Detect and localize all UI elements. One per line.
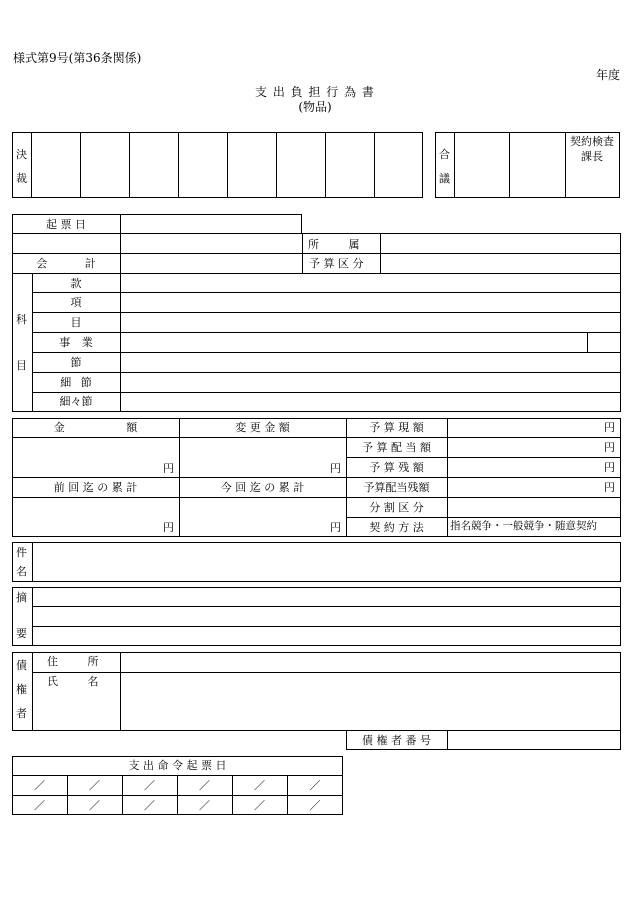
creditor-label-1: 債 <box>16 659 27 672</box>
change-amount-header: 変 更 金 額 <box>235 421 290 434</box>
allocation-remaining-yen: 円 <box>604 481 615 494</box>
budget-allocated-yen: 円 <box>604 441 615 454</box>
this-cumulative-yen: 円 <box>330 521 341 534</box>
affiliation-label: 所 属 <box>308 238 360 251</box>
summary-label-bottom: 要 <box>16 627 27 640</box>
contract-inspection-head-label: 契約検査 <box>570 135 614 148</box>
jigyou-label: 事 業 <box>59 336 93 349</box>
kessai-label-top: 決 <box>16 148 27 161</box>
contract-method-options: 指名競争・一般競争・随意契約 <box>450 520 597 532</box>
gogi-label-top: 合 <box>439 148 450 161</box>
installment-label: 分 割 区 分 <box>369 501 424 514</box>
item-name-box <box>12 542 621 582</box>
date-slash: ／ <box>34 799 45 812</box>
form-number: 様式第9号(第36条関係) <box>13 51 142 65</box>
fiscal-year-label: 年度 <box>596 68 621 82</box>
moku-label: 目 <box>70 316 82 329</box>
creditor-address-label: 住 所 <box>47 655 99 668</box>
contract-method-label: 契 約 方 法 <box>369 521 424 534</box>
subject-label-top: 科 <box>16 313 27 326</box>
date-slash: ／ <box>89 779 100 792</box>
date-slash: ／ <box>89 799 100 812</box>
kan-label: 款 <box>70 277 82 290</box>
amount-yen: 円 <box>163 462 174 475</box>
document-title: 支 出 負 担 行 為 書 <box>255 85 375 99</box>
date-slash: ／ <box>34 779 45 792</box>
creditor-number-label: 債 権 者 番 号 <box>362 734 431 747</box>
prev-cumulative-yen: 円 <box>163 521 174 534</box>
contract-inspection-head-label-2: 課長 <box>581 150 603 163</box>
budget-remaining-label: 予 算 残 額 <box>369 461 424 474</box>
budget-allocated-label: 予 算 配 当 額 <box>362 441 431 454</box>
setsu-label: 節 <box>70 356 82 369</box>
document-subtitle: (物品) <box>298 100 332 114</box>
prev-cumulative-header: 前 回 迄 の 累 計 <box>53 481 138 494</box>
allocation-remaining-label: 予算配当残額 <box>363 481 430 494</box>
date-slash: ／ <box>309 779 321 792</box>
subject-label-bottom: 目 <box>16 359 27 372</box>
budget-remaining-yen: 円 <box>604 461 615 474</box>
creditor-box <box>12 652 621 731</box>
approval-seal-grid <box>12 132 423 198</box>
budget-division-label: 予 算 区 分 <box>309 257 364 270</box>
date-slash: ／ <box>199 779 210 792</box>
summary-box <box>12 587 621 646</box>
creditor-name-label: 氏 名 <box>47 675 99 688</box>
draft-date-label: 起 票 日 <box>46 218 86 231</box>
date-slash: ／ <box>309 799 321 812</box>
date-slash: ／ <box>254 779 265 792</box>
item-label-bottom: 名 <box>16 565 27 578</box>
kou-label: 項 <box>70 296 82 309</box>
accounting-label: 会 計 <box>36 257 96 270</box>
date-slash: ／ <box>254 799 265 812</box>
date-slash: ／ <box>144 799 155 812</box>
saisetsu-label: 細 節 <box>60 376 92 389</box>
kessai-label-bottom: 裁 <box>16 172 27 185</box>
date-slash: ／ <box>144 779 155 792</box>
saisaisetsu-label: 細々節 <box>59 395 93 408</box>
summary-label-top: 摘 <box>16 591 27 604</box>
change-amount-yen: 円 <box>330 462 341 475</box>
budget-current-label: 予 算 現 額 <box>369 421 424 434</box>
creditor-label-2: 権 <box>16 683 27 696</box>
creditor-label-3: 者 <box>16 707 27 720</box>
this-cumulative-header: 今 回 迄 の 累 計 <box>220 481 305 494</box>
budget-current-yen: 円 <box>604 421 615 434</box>
amount-header: 金 額 <box>53 421 138 434</box>
payment-order-title: 支 出 命 令 起 票 日 <box>128 759 227 772</box>
date-slash: ／ <box>199 799 210 812</box>
gogi-label-bottom: 議 <box>439 172 450 185</box>
item-label-top: 件 <box>16 546 27 559</box>
